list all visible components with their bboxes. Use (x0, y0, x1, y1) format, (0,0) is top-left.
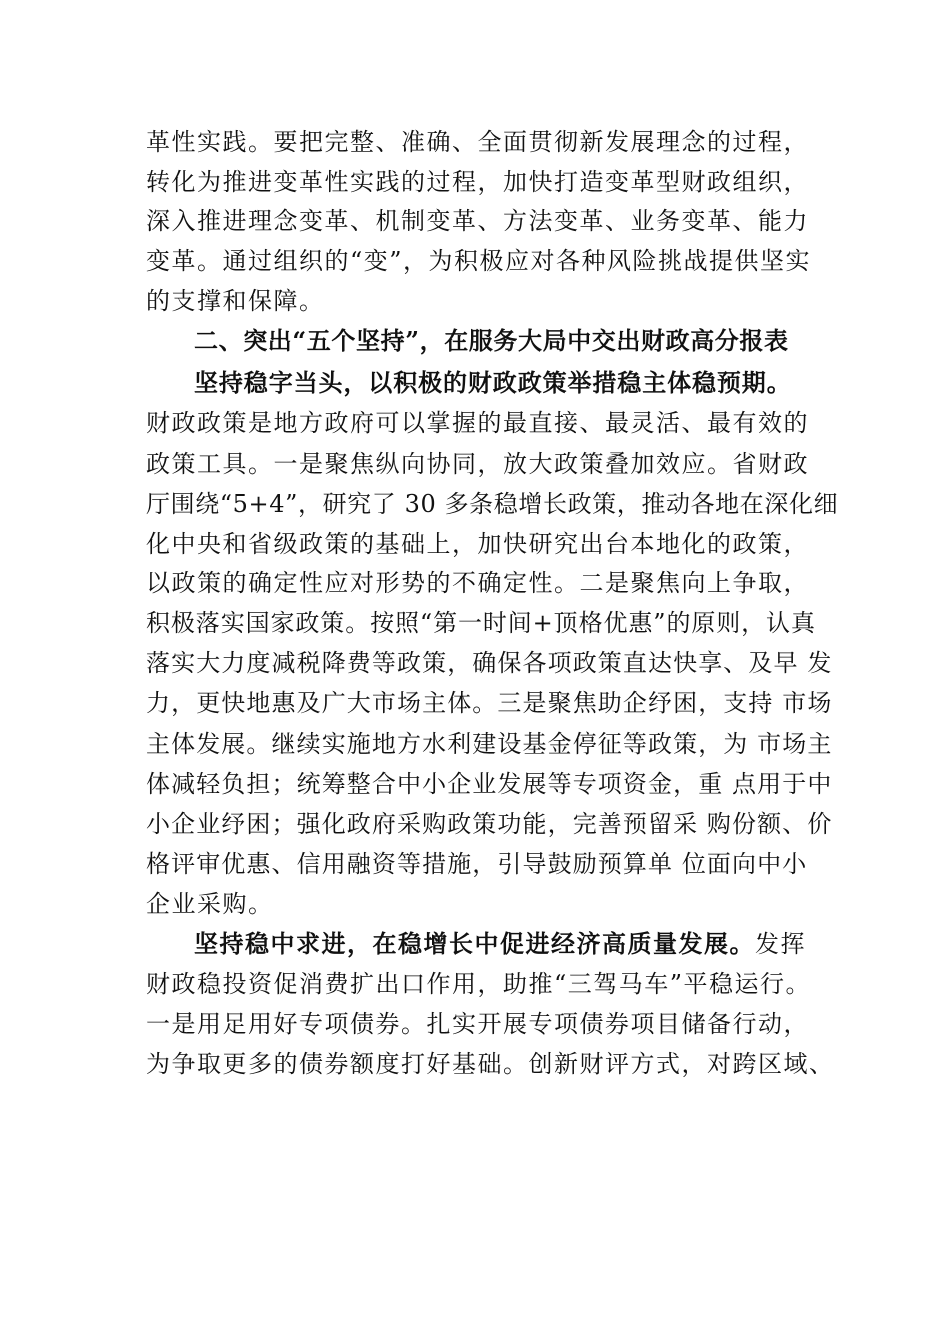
body-text-line: 厅围绕“5+4”，研究了 30 多条稳增长政策，推动各地在深化细 (146, 490, 839, 518)
body-text-line: 财政政策是地方政府可以掌握的最直接、最灵活、最有效的 (146, 409, 809, 437)
body-text-line: 转化为推进变革性实践的过程，加快打造变革型财政组织， (146, 168, 809, 196)
body-text-line: 政策工具。一是聚焦纵向协同，放大政策叠加效应。省财政 (146, 450, 809, 478)
body-text-line: 深入推进理念变革、机制变革、方法变革、业务变革、能力 (146, 207, 809, 235)
paragraph-mixed-line (194, 929, 806, 959)
body-text-line: 化中央和省级政策的基础上，加快研究出台本地化的政策， (146, 530, 809, 558)
body-text-segment: 发挥 (755, 930, 806, 958)
body-text-line: 格评审优惠、信用融资等措施，引导鼓励预算单 位面向中小 (146, 850, 808, 878)
body-text-line: 变革。通过组织的“变”，为积极应对各种风险挑战提供坚实 (146, 247, 812, 275)
body-text-line: 财政稳投资促消费扩出口作用，助推“三驾马车”平稳运行。 (146, 970, 812, 998)
paragraph-lead-bold: 坚持稳字当头，以积极的财政政策举措稳主体稳预期。 (194, 368, 792, 397)
body-text-line: 体减轻负担；统筹整合中小企业发展等专项资金，重 点用于中 (146, 770, 833, 798)
body-text-line: 积极落实国家政策。按照“第一时间+顶格优惠”的原则，认真 (146, 609, 816, 637)
body-text-line: 力，更快地惠及广大市场主体。三是聚焦助企纾困，支持 市场 (146, 689, 833, 717)
body-text-line: 为争取更多的债券额度打好基础。创新财评方式，对跨区域、 (146, 1050, 835, 1078)
body-text-line: 的支撑和保障。 (146, 287, 325, 315)
body-text-line: 以政策的确定性应对形势的不确定性。二是聚焦向上争取， (146, 569, 809, 597)
body-text-line: 一是用足用好专项债券。扎实开展专项债券项目储备行动， (146, 1010, 809, 1038)
body-text-line: 主体发展。继续实施地方水利建设基金停征等政策，为 市场主 (146, 730, 833, 758)
body-text-line: 小企业纾困；强化政府采购政策功能，完善预留采 购份额、价 (146, 810, 833, 838)
body-text-line: 企业采购。 (146, 890, 274, 918)
body-text-line: 革性实践。要把完整、准确、全面贯彻新发展理念的过程， (146, 128, 809, 156)
body-text-line: 落实大力度减税降费等政策，确保各项政策直达快享、及早 发 (146, 649, 833, 677)
paragraph-lead-bold: 坚持稳中求进，在稳增长中促进经济高质量发展。 (194, 929, 755, 958)
section-heading: 二、突出“五个坚持”，在服务大局中交出财政高分报表 (194, 326, 789, 355)
